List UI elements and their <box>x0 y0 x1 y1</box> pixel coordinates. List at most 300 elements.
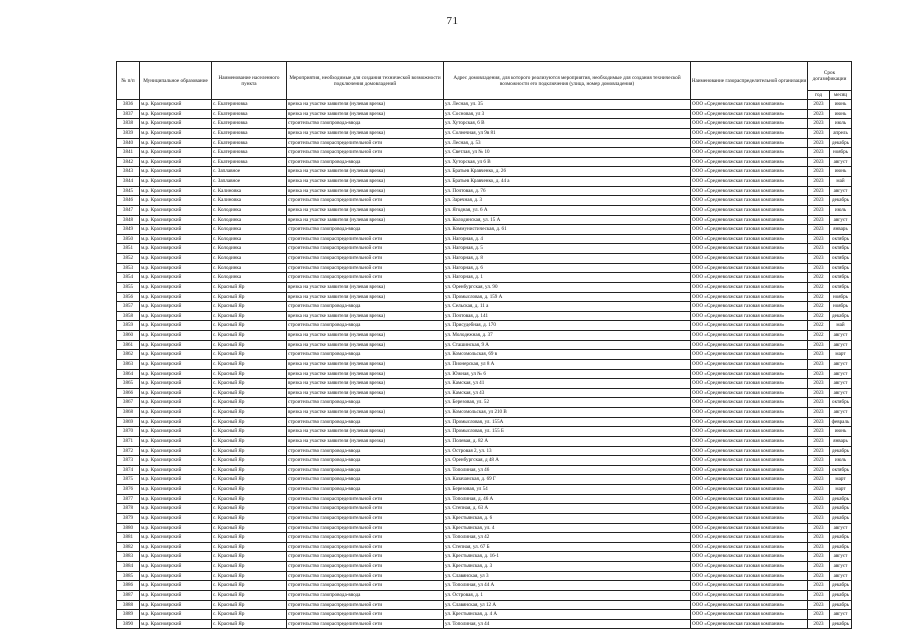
row-organization: ООО «Средневолжская газовая компания» <box>691 225 808 235</box>
row-settlement: с. Колодинка <box>212 254 287 264</box>
row-year: 2023 <box>808 359 830 369</box>
row-number: 3880 <box>117 523 140 533</box>
row-municipality: м.р. Красноярский <box>140 244 212 254</box>
row-year: 2022 <box>808 292 830 302</box>
row-number: 3888 <box>117 600 140 610</box>
row-measure: врезка на участке заявителя (нулевая врезка) <box>287 369 444 379</box>
row-settlement: с. Красный Яр <box>212 485 287 495</box>
header-deadline: Срок догазификации <box>808 62 852 91</box>
row-month: май <box>830 177 852 187</box>
gasification-register-table <box>116 61 852 629</box>
row-settlement: с. Заплавное <box>212 167 287 177</box>
row-address: ул. Славянская, ул 3 <box>444 571 691 581</box>
table-row <box>117 465 852 475</box>
row-settlement: с. Красный Яр <box>212 340 287 350</box>
row-month: август <box>830 157 852 167</box>
table-row <box>117 128 852 138</box>
row-measure: строительство газораспределительной сети <box>287 244 444 254</box>
row-number: 3881 <box>117 533 140 543</box>
header-address: Адрес домовладения, для которого реализуются мероприятия, необходимые для создания технической возможности его подключения (улица, номер домовладения) <box>444 62 691 100</box>
row-year: 2022 <box>808 321 830 331</box>
row-organization: ООО «Средневолжская газовая компания» <box>691 590 808 600</box>
row-measure: врезка на участке заявителя (нулевая врезка) <box>287 427 444 437</box>
row-measure: строительство газопровода-ввода <box>287 485 444 495</box>
row-month: март <box>830 475 852 485</box>
row-municipality: м.р. Красноярский <box>140 398 212 408</box>
row-measure: строительство газораспределительной сети <box>287 494 444 504</box>
row-organization: ООО «Средневолжская газовая компания» <box>691 542 808 552</box>
row-settlement: с. Красный Яр <box>212 398 287 408</box>
table-row <box>117 475 852 485</box>
table-row <box>117 369 852 379</box>
row-municipality: м.р. Красноярский <box>140 340 212 350</box>
table-row <box>117 590 852 600</box>
header-municipality: Муниципальное образование <box>140 62 212 100</box>
row-year: 2023 <box>808 436 830 446</box>
row-organization: ООО «Средневолжская газовая компания» <box>691 128 808 138</box>
row-address: ул. Тополиная, д. 46 А <box>444 494 691 504</box>
row-measure: врезка на участке заявителя (нулевая врезка) <box>287 215 444 225</box>
row-municipality: м.р. Красноярский <box>140 119 212 129</box>
row-organization: ООО «Средневолжская газовая компания» <box>691 523 808 533</box>
row-measure: строительство газораспределительной сети <box>287 552 444 562</box>
table-row <box>117 494 852 504</box>
row-address: ул. Хуторская, 6 В <box>444 119 691 129</box>
row-organization: ООО «Средневолжская газовая компания» <box>691 167 808 177</box>
row-address: ул. Нагорная, д. 8 <box>444 254 691 264</box>
row-measure: строительство газораспределительной сети <box>287 523 444 533</box>
row-number: 3884 <box>117 562 140 572</box>
row-year: 2023 <box>808 205 830 215</box>
table-row <box>117 244 852 254</box>
row-organization: ООО «Средневолжская газовая компания» <box>691 109 808 119</box>
row-number: 3890 <box>117 619 140 629</box>
row-address: ул. Полевая, д. 82 А <box>444 436 691 446</box>
row-measure: врезка на участке заявителя (нулевая врезка) <box>287 311 444 321</box>
row-settlement: с. Красный Яр <box>212 427 287 437</box>
row-month: октябрь <box>830 465 852 475</box>
row-month: июнь <box>830 427 852 437</box>
row-year: 2023 <box>808 157 830 167</box>
row-measure: строительство газопровода-ввода <box>287 465 444 475</box>
row-year: 2022 <box>808 311 830 321</box>
row-address: ул. Нагорная, д. 4 <box>444 234 691 244</box>
row-number: 3851 <box>117 244 140 254</box>
row-settlement: с. Колодинка <box>212 234 287 244</box>
row-measure: строительство газораспределительной сети <box>287 571 444 581</box>
row-municipality: м.р. Красноярский <box>140 302 212 312</box>
row-year: 2023 <box>808 340 830 350</box>
row-municipality: м.р. Красноярский <box>140 292 212 302</box>
row-number: 3840 <box>117 138 140 148</box>
row-address: ул. Нагорная, д. 5 <box>444 244 691 254</box>
row-settlement: с. Екатериновка <box>212 109 287 119</box>
row-number: 3887 <box>117 590 140 600</box>
row-measure: строительство газораспределительной сети <box>287 542 444 552</box>
row-year: 2023 <box>808 485 830 495</box>
row-measure: строительство газораспределительной сети <box>287 610 444 620</box>
row-month: июнь <box>830 167 852 177</box>
row-settlement: с. Красный Яр <box>212 331 287 341</box>
table-row <box>117 302 852 312</box>
row-settlement: с. Колодинка <box>212 215 287 225</box>
row-address: ул. Сосновая, ул 3 <box>444 109 691 119</box>
row-month: июль <box>830 456 852 466</box>
row-municipality: м.р. Красноярский <box>140 552 212 562</box>
row-number: 3873 <box>117 456 140 466</box>
row-year: 2023 <box>808 552 830 562</box>
row-organization: ООО «Средневолжская газовая компания» <box>691 340 808 350</box>
row-address: ул. Тополиная, ул 46 <box>444 465 691 475</box>
table-row <box>117 513 852 523</box>
row-address: ул. Колодинская, ул. 15 А <box>444 215 691 225</box>
row-settlement: с. Екатериновка <box>212 148 287 158</box>
row-organization: ООО «Средневолжская газовая компания» <box>691 138 808 148</box>
register-body <box>117 100 852 629</box>
row-measure: врезка на участке заявителя (нулевая врезка) <box>287 177 444 187</box>
row-municipality: м.р. Красноярский <box>140 100 212 110</box>
row-municipality: м.р. Красноярский <box>140 619 212 629</box>
row-organization: ООО «Средневолжская газовая компания» <box>691 263 808 273</box>
row-organization: ООО «Средневолжская газовая компания» <box>691 205 808 215</box>
row-municipality: м.р. Красноярский <box>140 465 212 475</box>
table-row <box>117 504 852 514</box>
row-number: 3869 <box>117 417 140 427</box>
row-measure: строительство газопровода-ввода <box>287 302 444 312</box>
row-month: июнь <box>830 100 852 110</box>
row-measure: строительство газопровода-ввода <box>287 417 444 427</box>
row-organization: ООО «Средневолжская газовая компания» <box>691 485 808 495</box>
table-row <box>117 408 852 418</box>
row-settlement: с. Колодинка <box>212 225 287 235</box>
row-number: 3852 <box>117 254 140 264</box>
row-number: 3850 <box>117 234 140 244</box>
table-row <box>117 186 852 196</box>
row-address: ул. Братьев Кравченко, д. 44 а <box>444 177 691 187</box>
row-measure: врезка на участке заявителя (нулевая врезка) <box>287 109 444 119</box>
row-address: ул. Тополиная, ул 42 <box>444 533 691 543</box>
row-month: август <box>830 359 852 369</box>
row-settlement: с. Красный Яр <box>212 600 287 610</box>
row-settlement: с. Красный Яр <box>212 533 287 543</box>
row-measure: строительство газопровода-ввода <box>287 157 444 167</box>
row-municipality: м.р. Красноярский <box>140 590 212 600</box>
row-address: ул. Почтовая, д. 76 <box>444 186 691 196</box>
row-month: декабрь <box>830 619 852 629</box>
row-year: 2023 <box>808 119 830 129</box>
row-organization: ООО «Средневолжская газовая компания» <box>691 379 808 389</box>
row-measure: строительство газораспределительной сети <box>287 234 444 244</box>
row-measure: врезка на участке заявителя (нулевая врезка) <box>287 167 444 177</box>
row-municipality: м.р. Красноярский <box>140 600 212 610</box>
table-row <box>117 619 852 629</box>
row-organization: ООО «Средневолжская газовая компания» <box>691 273 808 283</box>
row-measure: врезка на участке заявителя (нулевая врезка) <box>287 282 444 292</box>
row-number: 3876 <box>117 485 140 495</box>
row-number: 3857 <box>117 302 140 312</box>
row-year: 2023 <box>808 398 830 408</box>
row-year: 2023 <box>808 138 830 148</box>
row-number: 3841 <box>117 148 140 158</box>
row-year: 2023 <box>808 350 830 360</box>
row-month: декабрь <box>830 533 852 543</box>
table-row <box>117 340 852 350</box>
row-number: 3855 <box>117 282 140 292</box>
row-month: декабрь <box>830 581 852 591</box>
row-number: 3838 <box>117 119 140 129</box>
row-year: 2023 <box>808 475 830 485</box>
row-month: июнь <box>830 109 852 119</box>
table-row <box>117 446 852 456</box>
header-organization: Наименование газораспределительной организации <box>691 62 808 100</box>
row-measure: врезка на участке заявителя (нулевая врезка) <box>287 340 444 350</box>
row-organization: ООО «Средневолжская газовая компания» <box>691 513 808 523</box>
table-row <box>117 311 852 321</box>
row-month: октябрь <box>830 234 852 244</box>
row-organization: ООО «Средневолжская газовая компания» <box>691 186 808 196</box>
row-measure: строительство газопровода-ввода <box>287 446 444 456</box>
row-year: 2023 <box>808 610 830 620</box>
row-month: август <box>830 340 852 350</box>
row-year: 2023 <box>808 408 830 418</box>
row-organization: ООО «Средневолжская газовая компания» <box>691 610 808 620</box>
row-year: 2023 <box>808 254 830 264</box>
row-settlement: с. Красный Яр <box>212 446 287 456</box>
row-number: 3859 <box>117 321 140 331</box>
row-number: 3858 <box>117 311 140 321</box>
table-row <box>117 225 852 235</box>
row-organization: ООО «Средневолжская газовая компания» <box>691 408 808 418</box>
row-address: ул. Пионерская, ул 8 А <box>444 359 691 369</box>
table-row <box>117 119 852 129</box>
row-municipality: м.р. Красноярский <box>140 234 212 244</box>
row-measure: строительство газораспределительной сети <box>287 600 444 610</box>
row-address: ул. Тополиная, ул 44 <box>444 619 691 629</box>
row-year: 2023 <box>808 562 830 572</box>
row-month: февраль <box>830 417 852 427</box>
row-municipality: м.р. Красноярский <box>140 446 212 456</box>
row-municipality: м.р. Красноярский <box>140 436 212 446</box>
table-row <box>117 600 852 610</box>
table-row <box>117 456 852 466</box>
row-year: 2023 <box>808 542 830 552</box>
row-settlement: с. Красный Яр <box>212 379 287 389</box>
header-month: месяц <box>830 91 852 100</box>
row-number: 3861 <box>117 340 140 350</box>
row-measure: строительство газопровода-ввода <box>287 475 444 485</box>
row-year: 2023 <box>808 148 830 158</box>
table-row <box>117 100 852 110</box>
row-address: ул. Степная, д. 63 А <box>444 504 691 514</box>
row-municipality: м.р. Красноярский <box>140 282 212 292</box>
row-organization: ООО «Средневолжская газовая компания» <box>691 359 808 369</box>
table-row <box>117 610 852 620</box>
row-number: 3846 <box>117 196 140 206</box>
row-organization: ООО «Средневолжская газовая компания» <box>691 157 808 167</box>
row-address: ул. Оренбургская, ул. 90 <box>444 282 691 292</box>
row-measure: врезка на участке заявителя (нулевая врезка) <box>287 388 444 398</box>
row-municipality: м.р. Красноярский <box>140 205 212 215</box>
row-month: август <box>830 388 852 398</box>
table-row <box>117 427 852 437</box>
row-number: 3878 <box>117 504 140 514</box>
row-address: ул. Березовая, ул. 52 <box>444 398 691 408</box>
row-municipality: м.р. Красноярский <box>140 215 212 225</box>
table-row <box>117 177 852 187</box>
row-month: август <box>830 562 852 572</box>
row-measure: строительство газопровода-ввода <box>287 119 444 129</box>
row-month: октябрь <box>830 263 852 273</box>
row-organization: ООО «Средневолжская газовая компания» <box>691 446 808 456</box>
row-municipality: м.р. Красноярский <box>140 485 212 495</box>
row-number: 3867 <box>117 398 140 408</box>
row-month: декабрь <box>830 590 852 600</box>
row-organization: ООО «Средневолжская газовая компания» <box>691 427 808 437</box>
row-month: январь <box>830 436 852 446</box>
row-settlement: с. Красный Яр <box>212 292 287 302</box>
row-municipality: м.р. Красноярский <box>140 350 212 360</box>
row-month: август <box>830 331 852 341</box>
table-row <box>117 581 852 591</box>
row-settlement: с. Красный Яр <box>212 321 287 331</box>
row-measure: врезка на участке заявителя (нулевая врезка) <box>287 436 444 446</box>
table-row <box>117 542 852 552</box>
row-number: 3844 <box>117 177 140 187</box>
row-municipality: м.р. Красноярский <box>140 504 212 514</box>
row-municipality: м.р. Красноярский <box>140 475 212 485</box>
row-municipality: м.р. Красноярский <box>140 196 212 206</box>
row-year: 2023 <box>808 513 830 523</box>
row-measure: строительство газораспределительной сети <box>287 533 444 543</box>
row-organization: ООО «Средневолжская газовая компания» <box>691 254 808 264</box>
table-row <box>117 552 852 562</box>
row-settlement: с. Екатериновка <box>212 100 287 110</box>
row-municipality: м.р. Красноярский <box>140 225 212 235</box>
row-settlement: с. Красный Яр <box>212 465 287 475</box>
row-municipality: м.р. Красноярский <box>140 427 212 437</box>
row-organization: ООО «Средневолжская газовая компания» <box>691 417 808 427</box>
row-municipality: м.р. Красноярский <box>140 311 212 321</box>
row-settlement: с. Колодинка <box>212 263 287 273</box>
row-municipality: м.р. Красноярский <box>140 177 212 187</box>
row-number: 3847 <box>117 205 140 215</box>
table-row <box>117 571 852 581</box>
row-organization: ООО «Средневолжская газовая компания» <box>691 436 808 446</box>
row-year: 2023 <box>808 100 830 110</box>
row-address: ул. Казачанская, д. 69 Г <box>444 475 691 485</box>
row-measure: строительство газопровода-ввода <box>287 225 444 235</box>
row-year: 2023 <box>808 177 830 187</box>
row-municipality: м.р. Красноярский <box>140 148 212 158</box>
row-month: декабрь <box>830 494 852 504</box>
row-measure: строительство газопровода-ввода <box>287 590 444 600</box>
row-settlement: с. Красный Яр <box>212 581 287 591</box>
row-address: ул. Заречная, д. 3 <box>444 196 691 206</box>
row-settlement: с. Красный Яр <box>212 494 287 504</box>
row-measure: строительство газораспределительной сети <box>287 148 444 158</box>
row-number: 3874 <box>117 465 140 475</box>
row-measure: врезка на участке заявителя (нулевая врезка) <box>287 359 444 369</box>
row-number: 3882 <box>117 542 140 552</box>
row-month: март <box>830 485 852 495</box>
row-measure: строительство газопровода-ввода <box>287 350 444 360</box>
table-row <box>117 562 852 572</box>
table-row <box>117 321 852 331</box>
row-organization: ООО «Средневолжская газовая компания» <box>691 504 808 514</box>
row-number: 3843 <box>117 167 140 177</box>
row-year: 2023 <box>808 234 830 244</box>
row-number: 3854 <box>117 273 140 283</box>
row-municipality: м.р. Красноярский <box>140 456 212 466</box>
row-organization: ООО «Средневолжская газовая компания» <box>691 234 808 244</box>
row-address: ул. Промысловая, д. 159 А <box>444 292 691 302</box>
row-month: декабрь <box>830 138 852 148</box>
row-address: ул. Крестьянская, ул. 4 <box>444 523 691 533</box>
row-municipality: м.р. Красноярский <box>140 533 212 543</box>
row-number: 3864 <box>117 369 140 379</box>
row-settlement: с. Красный Яр <box>212 590 287 600</box>
row-month: декабрь <box>830 446 852 456</box>
row-address: ул. Сташинская, 9 А <box>444 340 691 350</box>
row-year: 2023 <box>808 571 830 581</box>
row-municipality: м.р. Красноярский <box>140 610 212 620</box>
row-month: октябрь <box>830 398 852 408</box>
row-measure: врезка на участке заявителя (нулевая врезка) <box>287 100 444 110</box>
row-year: 2023 <box>808 215 830 225</box>
row-address: ул. Светлая, ул № 10 <box>444 148 691 158</box>
row-organization: ООО «Средневолжская газовая компания» <box>691 619 808 629</box>
table-row <box>117 533 852 543</box>
row-measure: врезка на участке заявителя (нулевая врезка) <box>287 331 444 341</box>
row-municipality: м.р. Красноярский <box>140 167 212 177</box>
row-municipality: м.р. Красноярский <box>140 186 212 196</box>
row-year: 2023 <box>808 244 830 254</box>
row-municipality: м.р. Красноярский <box>140 571 212 581</box>
row-year: 2022 <box>808 273 830 283</box>
row-address: ул. Лесная, д. 53 <box>444 138 691 148</box>
row-measure: врезка на участке заявителя (нулевая врезка) <box>287 379 444 389</box>
row-settlement: с. Калиновка <box>212 196 287 206</box>
row-month: октябрь <box>830 254 852 264</box>
row-organization: ООО «Средневолжская газовая компания» <box>691 350 808 360</box>
row-address: ул. Присудебная, д. 170 <box>444 321 691 331</box>
row-organization: ООО «Средневолжская газовая компания» <box>691 562 808 572</box>
row-address: ул. Южная, ул № 6 <box>444 369 691 379</box>
table-row <box>117 148 852 158</box>
row-month: декабрь <box>830 504 852 514</box>
row-measure: врезка на участке заявителя (нулевая врезка) <box>287 128 444 138</box>
row-number: 3845 <box>117 186 140 196</box>
row-address: ул. Камская, ул 41 <box>444 379 691 389</box>
row-organization: ООО «Средневолжская газовая компания» <box>691 398 808 408</box>
row-address: ул. Нагорная, д. 6 <box>444 263 691 273</box>
row-year: 2022 <box>808 331 830 341</box>
table-row <box>117 417 852 427</box>
row-measure: строительство газораспределительной сети <box>287 562 444 572</box>
row-municipality: м.р. Красноярский <box>140 157 212 167</box>
row-month: август <box>830 379 852 389</box>
row-address: ул. Братьев Кравченко, д. 26 <box>444 167 691 177</box>
header-settlement: Наименование населенного пункта <box>212 62 287 100</box>
row-settlement: с. Екатериновка <box>212 119 287 129</box>
row-municipality: м.р. Красноярский <box>140 581 212 591</box>
row-settlement: с. Красный Яр <box>212 523 287 533</box>
row-month: август <box>830 523 852 533</box>
row-municipality: м.р. Красноярский <box>140 388 212 398</box>
row-settlement: с. Красный Яр <box>212 359 287 369</box>
row-month: август <box>830 571 852 581</box>
row-organization: ООО «Средневолжская газовая компания» <box>691 369 808 379</box>
